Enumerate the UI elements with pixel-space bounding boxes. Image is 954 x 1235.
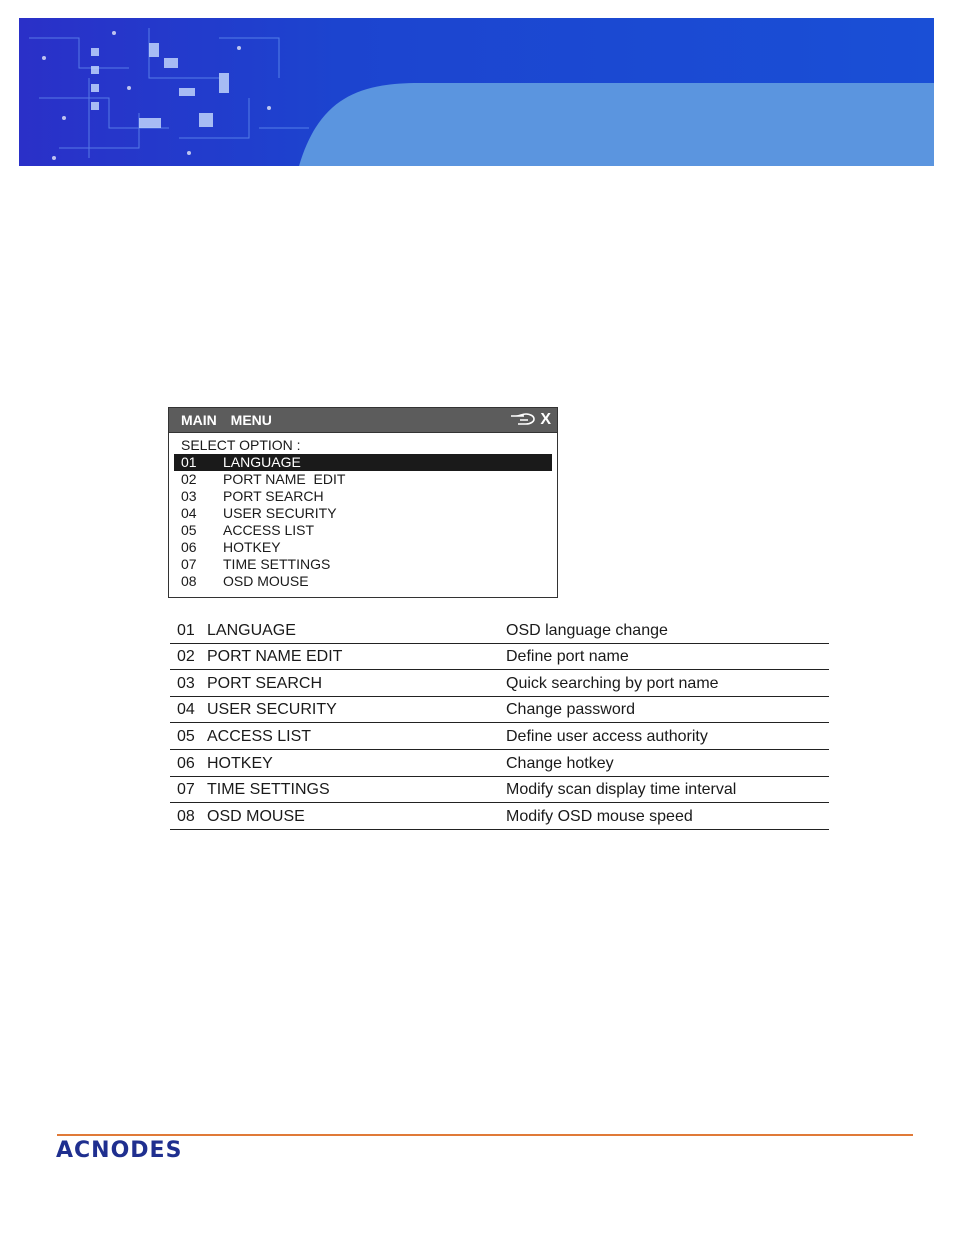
table-row: [170, 750, 829, 777]
option-description: Define user access authority: [506, 727, 708, 745]
option-number: 01: [177, 621, 195, 639]
option-name: PORT NAME EDIT: [207, 648, 343, 666]
osd-option-label: TIME SETTINGS: [223, 556, 331, 572]
osd-main-menu: [168, 407, 558, 598]
table-row: [170, 644, 829, 671]
option-number: 07: [177, 781, 195, 799]
option-number: 02: [177, 648, 195, 666]
option-name: LANGUAGE: [207, 621, 296, 639]
option-name: PORT SEARCH: [207, 674, 322, 692]
logo-text: ACNODES: [56, 1138, 183, 1163]
option-name: TIME SETTINGS: [207, 781, 330, 799]
osd-option-label: PORT SEARCH: [223, 488, 324, 504]
option-description: Define port name: [506, 648, 629, 666]
osd-option-label: OSD MOUSE: [223, 573, 309, 589]
pointing-hand-icon[interactable]: [510, 408, 536, 432]
option-number: 08: [177, 807, 195, 825]
option-description: Modify OSD mouse speed: [506, 807, 693, 825]
osd-option-label: PORT NAME EDIT: [223, 471, 346, 487]
osd-option-access-list[interactable]: [174, 522, 552, 539]
osd-option-number: 07: [181, 556, 197, 572]
footer-divider: [57, 1134, 913, 1136]
osd-option-osd-mouse[interactable]: [174, 573, 552, 590]
osd-title-menu: MENU: [230, 412, 272, 428]
osd-option-hotkey[interactable]: [174, 539, 552, 556]
table-row: [170, 723, 829, 750]
osd-prompt: SELECT OPTION :: [181, 437, 301, 453]
osd-option-time-settings[interactable]: [174, 556, 552, 573]
header-banner: [19, 18, 934, 166]
osd-option-number: 01: [181, 454, 197, 470]
table-row: [170, 803, 829, 830]
option-name: USER SECURITY: [207, 701, 337, 719]
osd-option-number: 03: [181, 488, 197, 504]
option-number: 03: [177, 674, 195, 692]
osd-option-number: 06: [181, 539, 197, 555]
table-row: [170, 777, 829, 804]
option-number: 05: [177, 727, 195, 745]
option-number: 04: [177, 701, 195, 719]
osd-option-language[interactable]: [174, 454, 552, 471]
osd-option-label: USER SECURITY: [223, 505, 337, 521]
table-row: [170, 697, 829, 724]
table-row: [170, 670, 829, 697]
circuit-board-graphic: [19, 18, 934, 166]
osd-option-number: 04: [181, 505, 197, 521]
osd-title-main: MAIN: [181, 412, 217, 428]
osd-option-number: 05: [181, 522, 197, 538]
osd-title-bar: [169, 408, 557, 433]
option-description: Change hotkey: [506, 754, 614, 772]
option-description-table: [170, 617, 829, 830]
acnodes-logo: [56, 1138, 182, 1164]
close-icon[interactable]: X: [540, 411, 551, 428]
osd-option-number: 08: [181, 573, 197, 589]
osd-option-user-security[interactable]: [174, 505, 552, 522]
osd-option-port-name-edit[interactable]: [174, 471, 552, 488]
option-name: OSD MOUSE: [207, 807, 305, 825]
option-description: Change password: [506, 701, 635, 719]
option-description: Modify scan display time interval: [506, 781, 737, 799]
option-name: HOTKEY: [207, 754, 273, 772]
osd-option-label: ACCESS LIST: [223, 522, 315, 538]
option-description: Quick searching by port name: [506, 674, 719, 692]
option-number: 06: [177, 754, 195, 772]
table-row: [170, 617, 829, 644]
osd-option-label: LANGUAGE: [223, 454, 301, 470]
osd-option-port-search[interactable]: [174, 488, 552, 505]
option-description: OSD language change: [506, 621, 668, 639]
osd-option-list: [169, 454, 557, 590]
osd-title-controls: [510, 408, 551, 432]
osd-option-number: 02: [181, 471, 197, 487]
option-name: ACCESS LIST: [207, 727, 312, 745]
osd-option-label: HOTKEY: [223, 539, 281, 555]
